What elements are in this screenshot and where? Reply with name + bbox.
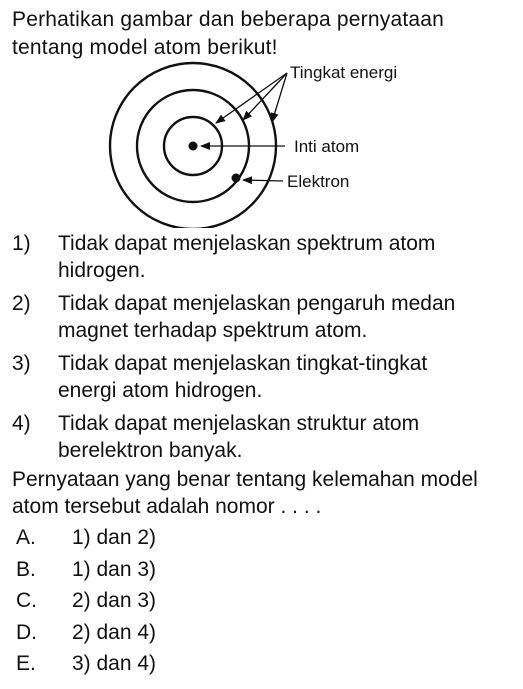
option-letter: B. [16,557,36,581]
statement-item [12,230,507,284]
intro-line-1: Perhatikan gambar dan beberapa pernyataan [12,8,445,31]
statement-item [12,290,507,344]
option-letter: D. [16,620,37,644]
energy-level-arrow-inner [216,73,287,123]
answer-option-d[interactable] [12,617,412,649]
question-line-1: Pernyataan yang benar tentang kelemahan model [12,468,478,491]
nucleus-dot [189,142,198,151]
question-prompt [12,466,512,520]
statement-text: magnet terhadap spektrum atom. [58,319,368,342]
statement-text: Tidak dapat menjelaskan struktur atom [58,412,420,435]
intro-line-2: tentang model atom berikut! [12,36,278,59]
option-text: 1) dan 3) [72,557,157,581]
answer-option-c[interactable] [12,585,412,617]
answer-option-b[interactable] [12,554,412,586]
option-letter: A. [16,526,36,549]
statement-text: hidrogen. [58,259,146,282]
question-intro [12,6,512,62]
option-text: 3) dan 4) [72,652,157,675]
statement-number: 3) [12,352,31,375]
answer-option-a[interactable] [12,522,412,554]
statement-number: 4) [12,412,31,435]
statement-text: Tidak dapat menjelaskan pengaruh medan [58,292,456,315]
label-electron: Elektron [287,172,350,191]
question-line-2: atom tersebut adalah nomor . . . . [12,495,322,518]
statement-list [12,230,507,470]
atom-model-diagram [0,58,523,228]
label-energy-level: Tingkat energi [290,63,398,82]
statement-number: 2) [12,292,31,315]
statement-text: berelektron banyak. [58,439,243,462]
answer-option-e[interactable] [12,648,412,680]
statement-item [12,410,507,464]
answer-options [12,522,412,680]
statement-item [12,350,507,404]
electron-dot [232,174,241,183]
electron-arrow [243,180,283,181]
option-text: 2) dan 4) [72,620,157,644]
option-text: 2) dan 3) [72,589,157,612]
statement-text: Tidak dapat menjelaskan tingkat-tingkat [58,352,428,375]
label-nucleus: Inti atom [294,137,360,156]
option-text: 1) dan 2) [72,526,157,549]
option-letter: C. [16,589,37,612]
statement-text: energi atom hidrogen. [58,379,263,402]
option-letter: E. [16,652,36,675]
statement-number: 1) [12,232,31,255]
statement-text: Tidak dapat menjelaskan spektrum atom [58,232,436,255]
